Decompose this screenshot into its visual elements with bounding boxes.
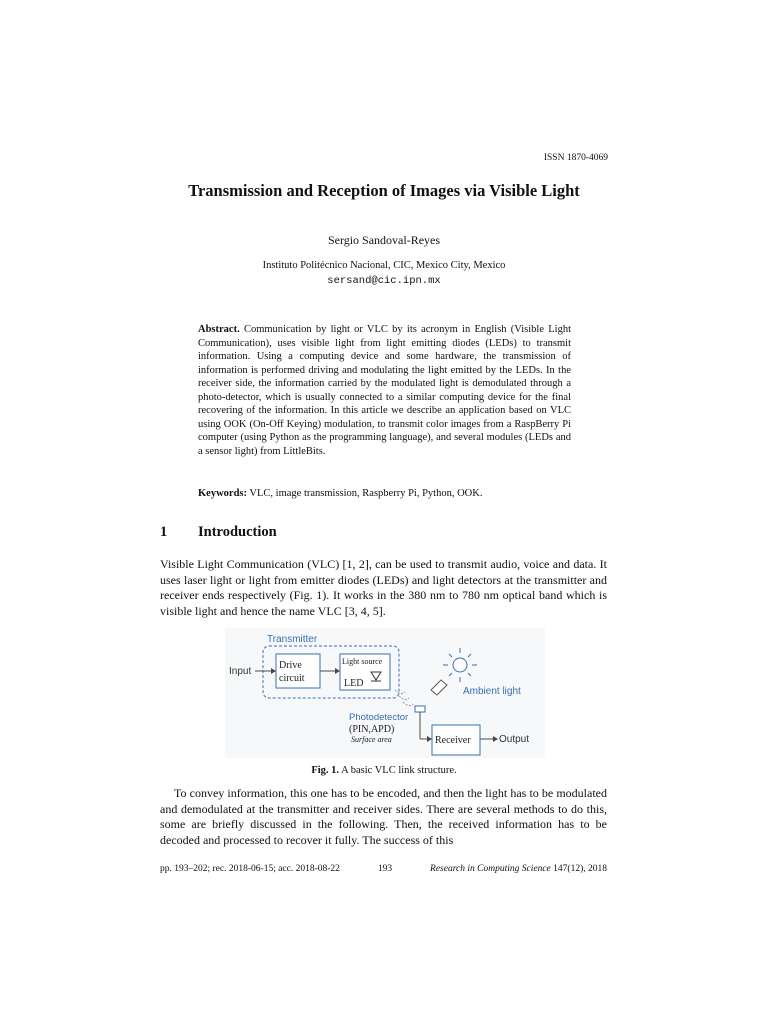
vlc-figure [225, 628, 545, 758]
abstract-label: Abstract. [198, 324, 240, 335]
body-paragraph: Visible Light Communication (VLC) [1, 2], can be used to transmit audio, voice and data. It uses laser light or light from emitter diodes (LEDs) and light detectors at the transmitter and receiver ends respectively (Fig. 1). It works in the 380 nm to 780 nm optical band which is visible light and hence the name VLC [3, 4, 5]. [160, 557, 607, 618]
keywords [198, 487, 571, 501]
section-number: 1 [160, 524, 168, 540]
vlc-diagram [225, 628, 545, 758]
author-affiliation: Instituto Politécnico Nacional, CIC, Mexico City, Mexico [262, 260, 506, 271]
drive-label: Drive [279, 660, 302, 671]
footer-journal-info [430, 864, 607, 874]
output-label: Output [499, 734, 530, 745]
keywords-text: VLC, image transmission, Raspberry Pi, Python, OOK. [247, 488, 483, 499]
author-email: sersand@cic.ipn.mx [327, 275, 441, 287]
footer-page-number: 193 [377, 864, 393, 874]
body-paragraph-2: To convey information, this one has to be encoded, and then the light has to be modulated and demodulated at the transmitter and receiver sides. There are several methods to do this, some are briefly discussed in the following. Then, the received information has to be decoded and processed to recover it fully. The success of this [160, 786, 607, 847]
transmitter-label: Transmitter [267, 634, 318, 645]
author-name: Sergio Sandoval-Reyes [327, 233, 441, 247]
photodetector-sensor [415, 706, 425, 712]
pin-apd-label: (PIN,APD) [349, 724, 395, 735]
section-heading [160, 524, 277, 541]
abstract [198, 323, 571, 458]
keywords-label: Keywords: [198, 488, 247, 499]
input-label: Input [229, 666, 252, 677]
caption-text: A basic VLC link structure. [339, 765, 457, 776]
photodetector-label: Photodetector [349, 712, 409, 723]
ambient-light-label: Ambient light [463, 686, 521, 697]
page-footer [160, 864, 607, 874]
led-label: LED [344, 678, 364, 689]
issn-label: ISSN 1870-4069 [543, 153, 608, 163]
figure-caption [0, 765, 768, 776]
caption-label: Fig. 1. [311, 765, 340, 776]
light-source-label: Light source [342, 657, 383, 666]
circuit-label: circuit [279, 673, 305, 684]
footer-journal: Research in Computing Science [430, 864, 551, 874]
surface-area-label: Surface area [351, 735, 392, 744]
receiver-label: Receiver [435, 735, 471, 746]
footer-volume: 147(12), 2018 [550, 864, 607, 874]
footer-pages: pp. 193–202; rec. 2018-06-15; acc. 2018-08-22 [160, 864, 340, 874]
section-title: Introduction [198, 524, 277, 540]
paper-title: Transmission and Reception of Images via Visible Light [188, 181, 580, 200]
abstract-text: Communication by light or VLC by its acronym in English (Visible Light Communication), uses visible light from light emitting diodes (LEDs) to transmit information. Using a computing device and some hardware, the transmission of information is performed driving and modulating the light emitted by the LEDs. In the receiver side, the information carried by the modulated light is demodulated through a photo-detector, which is usually connected to a similar computing device for the final recovering of the information. In this article we describe an application based on VLC using OOK (On-Off Keying) modulation, to transmit color images from a RaspBerry Pi computer (using Python as the programming language), and several modules (LEDs and a sensor light) from LittleBits. [198, 324, 571, 457]
